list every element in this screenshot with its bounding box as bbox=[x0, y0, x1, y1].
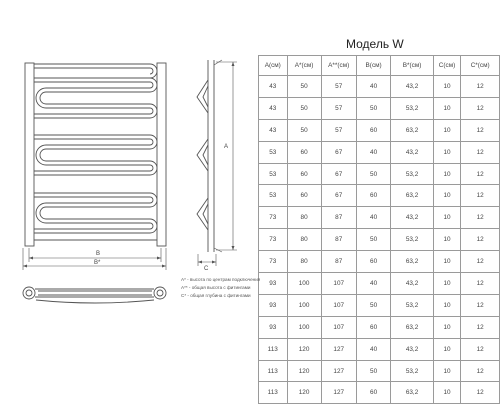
table-cell: 93 bbox=[259, 316, 288, 338]
table-cell: 127 bbox=[321, 382, 356, 404]
table-cell: 10 bbox=[433, 251, 461, 273]
table-cell: 12 bbox=[461, 294, 500, 316]
label-a: A bbox=[224, 144, 229, 150]
table-cell: 12 bbox=[461, 229, 500, 251]
table-cell: 80 bbox=[287, 207, 321, 229]
table-cell: 80 bbox=[287, 251, 321, 273]
table-cell: 107 bbox=[321, 316, 356, 338]
table-cell: 107 bbox=[321, 273, 356, 295]
table-cell: 53,2 bbox=[391, 97, 433, 119]
serpentine-pipe-3 bbox=[34, 193, 157, 233]
legend bbox=[181, 276, 261, 299]
legend-item: C* - общая глубина с фитингами bbox=[181, 292, 251, 298]
table-cell: 53 bbox=[259, 185, 288, 207]
table-cell: 12 bbox=[461, 119, 500, 141]
table-cell: 87 bbox=[321, 207, 356, 229]
table-row bbox=[259, 273, 500, 295]
table-cell: 10 bbox=[433, 294, 461, 316]
table-cell: 12 bbox=[461, 251, 500, 273]
header-c-star: C*(см) bbox=[461, 56, 500, 76]
table-cell: 43,2 bbox=[391, 141, 433, 163]
table-cell: 10 bbox=[433, 360, 461, 382]
table-cell: 107 bbox=[321, 294, 356, 316]
table-cell: 50 bbox=[356, 294, 391, 316]
table-cell: 10 bbox=[433, 382, 461, 404]
table-cell: 10 bbox=[433, 229, 461, 251]
legend-item: A** - общая высота с фитингами bbox=[181, 284, 251, 290]
table-cell: 53 bbox=[259, 141, 288, 163]
table-cell: 73 bbox=[259, 207, 288, 229]
table-cell: 100 bbox=[287, 294, 321, 316]
table-cell: 12 bbox=[461, 382, 500, 404]
table-cell: 63,2 bbox=[391, 119, 433, 141]
table-cell: 57 bbox=[321, 97, 356, 119]
table-cell: 12 bbox=[461, 163, 500, 185]
table-cell: 12 bbox=[461, 185, 500, 207]
header-a-double-star: A**(см) bbox=[321, 56, 356, 76]
table-cell: 53,2 bbox=[391, 294, 433, 316]
table-row bbox=[259, 229, 500, 251]
side-view bbox=[197, 60, 237, 266]
table-cell: 57 bbox=[321, 76, 356, 98]
table-cell: 12 bbox=[461, 76, 500, 98]
table-cell: 12 bbox=[461, 273, 500, 295]
table-cell: 10 bbox=[433, 316, 461, 338]
front-view bbox=[23, 63, 166, 270]
dimensions-table bbox=[258, 55, 500, 404]
table-row bbox=[259, 97, 500, 119]
header-a-star: A*(см) bbox=[287, 56, 321, 76]
left-post bbox=[25, 63, 34, 246]
table-row bbox=[259, 316, 500, 338]
table-cell: 60 bbox=[287, 163, 321, 185]
table-cell: 10 bbox=[433, 76, 461, 98]
table-cell: 60 bbox=[356, 316, 391, 338]
table-row bbox=[259, 207, 500, 229]
table-cell: 12 bbox=[461, 207, 500, 229]
model-title: Модель W bbox=[346, 37, 404, 51]
table-row bbox=[259, 185, 500, 207]
table-cell: 67 bbox=[321, 141, 356, 163]
table-cell: 40 bbox=[356, 207, 391, 229]
table-row bbox=[259, 119, 500, 141]
table-cell: 53,2 bbox=[391, 360, 433, 382]
table-cell: 12 bbox=[461, 141, 500, 163]
table-cell: 100 bbox=[287, 273, 321, 295]
table-cell: 113 bbox=[259, 360, 288, 382]
table-cell: 93 bbox=[259, 273, 288, 295]
table-cell: 50 bbox=[356, 97, 391, 119]
table-cell: 10 bbox=[433, 185, 461, 207]
table-row bbox=[259, 163, 500, 185]
table-cell: 12 bbox=[461, 338, 500, 360]
table-cell: 10 bbox=[433, 338, 461, 360]
table-row bbox=[259, 251, 500, 273]
table-cell: 60 bbox=[356, 382, 391, 404]
table-cell: 113 bbox=[259, 382, 288, 404]
table-row bbox=[259, 360, 500, 382]
table-cell: 80 bbox=[287, 229, 321, 251]
table-cell: 10 bbox=[433, 207, 461, 229]
table-cell: 73 bbox=[259, 229, 288, 251]
table-cell: 67 bbox=[321, 185, 356, 207]
table-cell: 10 bbox=[433, 273, 461, 295]
table-cell: 127 bbox=[321, 360, 356, 382]
table-cell: 87 bbox=[321, 229, 356, 251]
table-cell: 50 bbox=[356, 163, 391, 185]
table-cell: 43,2 bbox=[391, 273, 433, 295]
label-b-star: B* bbox=[94, 260, 101, 266]
table-cell: 63,2 bbox=[391, 382, 433, 404]
table-cell: 60 bbox=[287, 141, 321, 163]
table-cell: 120 bbox=[287, 338, 321, 360]
table-cell: 40 bbox=[356, 338, 391, 360]
table-cell: 50 bbox=[356, 229, 391, 251]
table-cell: 43,2 bbox=[391, 76, 433, 98]
table-cell: 93 bbox=[259, 294, 288, 316]
header-b-star: B*(см) bbox=[391, 56, 433, 76]
table-cell: 63,2 bbox=[391, 251, 433, 273]
table-cell: 43 bbox=[259, 76, 288, 98]
table-cell: 10 bbox=[433, 163, 461, 185]
table-cell: 40 bbox=[356, 273, 391, 295]
table-cell: 127 bbox=[321, 338, 356, 360]
table-row bbox=[259, 141, 500, 163]
table-row bbox=[259, 76, 500, 98]
table-cell: 120 bbox=[287, 382, 321, 404]
table-cell: 40 bbox=[356, 76, 391, 98]
header-a: A(см) bbox=[259, 56, 288, 76]
table-cell: 63,2 bbox=[391, 316, 433, 338]
table-cell: 12 bbox=[461, 316, 500, 338]
label-c: C bbox=[204, 266, 209, 272]
table-cell: 60 bbox=[356, 185, 391, 207]
table-cell: 10 bbox=[433, 141, 461, 163]
label-b: B bbox=[96, 251, 101, 257]
table-cell: 43,2 bbox=[391, 338, 433, 360]
table-cell: 67 bbox=[321, 163, 356, 185]
table-cell: 40 bbox=[356, 141, 391, 163]
table-cell: 60 bbox=[356, 119, 391, 141]
table-cell: 43 bbox=[259, 119, 288, 141]
table-cell: 50 bbox=[287, 76, 321, 98]
legend-item: A* - высота по центрам подключения bbox=[181, 277, 261, 282]
header-c: C(см) bbox=[433, 56, 461, 76]
table-cell: 43 bbox=[259, 97, 288, 119]
table-cell: 60 bbox=[356, 251, 391, 273]
table-cell: 120 bbox=[287, 360, 321, 382]
serpentine-pipe-2 bbox=[34, 135, 157, 175]
table-cell: 53,2 bbox=[391, 163, 433, 185]
table-row bbox=[259, 382, 500, 404]
table-cell: 10 bbox=[433, 119, 461, 141]
table-cell: 63,2 bbox=[391, 185, 433, 207]
table-cell: 53 bbox=[259, 163, 288, 185]
table-cell: 57 bbox=[321, 119, 356, 141]
table-header-row bbox=[259, 56, 500, 76]
table-cell: 87 bbox=[321, 251, 356, 273]
table-cell: 50 bbox=[287, 119, 321, 141]
table-row bbox=[259, 294, 500, 316]
right-post bbox=[157, 63, 166, 246]
table-cell: 10 bbox=[433, 97, 461, 119]
table-cell: 113 bbox=[259, 338, 288, 360]
table-cell: 100 bbox=[287, 316, 321, 338]
table-row bbox=[259, 338, 500, 360]
header-b: B(см) bbox=[356, 56, 391, 76]
table-cell: 73 bbox=[259, 251, 288, 273]
table-cell: 12 bbox=[461, 97, 500, 119]
table-cell: 43,2 bbox=[391, 207, 433, 229]
table-cell: 60 bbox=[287, 185, 321, 207]
top-view bbox=[23, 287, 166, 303]
table-cell: 50 bbox=[287, 97, 321, 119]
serpentine-pipe-1 bbox=[34, 78, 157, 118]
table-cell: 53,2 bbox=[391, 229, 433, 251]
table-cell: 50 bbox=[356, 360, 391, 382]
table-cell: 12 bbox=[461, 360, 500, 382]
